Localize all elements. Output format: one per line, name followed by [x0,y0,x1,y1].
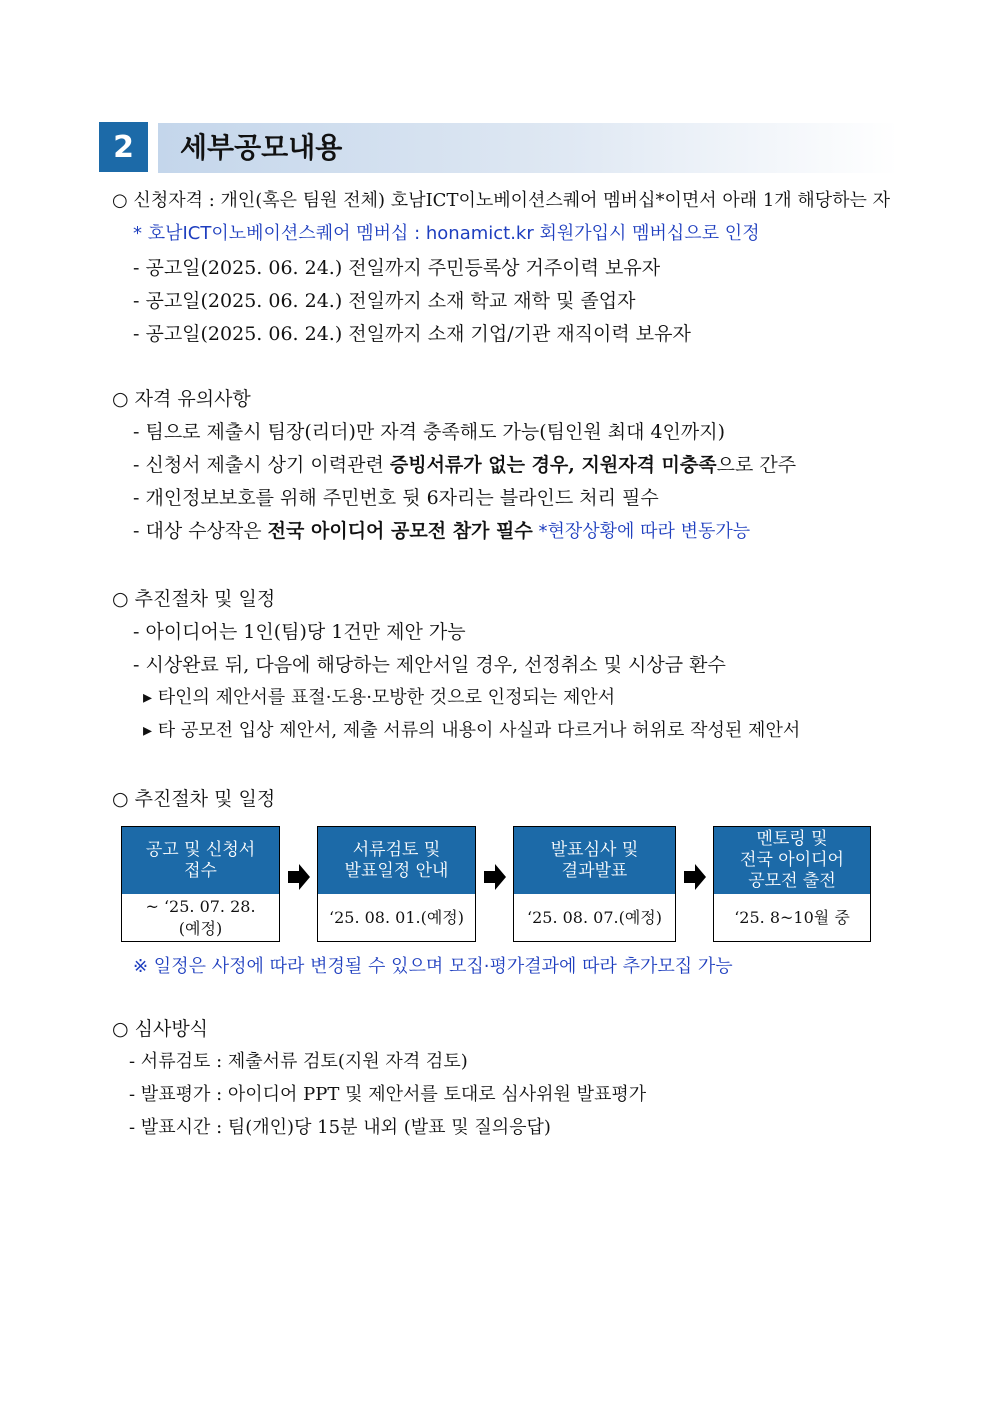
review-item: - 서류검토 : 제출서류 검토(지원 자격 검토) [129,1051,468,1072]
membership-note: * 호남ICT이노베이션스퀘어 멤버십 : honamict.kr 회원가입시 멤버십으로 인정 [133,223,760,244]
step-title: 서류검토 및 발표일정 안내 [318,827,475,894]
step-title: 멘토링 및 전국 아이디어 공모전 출전 [714,827,870,894]
eligibility-item: - 공고일(2025. 06. 24.) 전일까지 소재 학교 재학 및 졸업자 [133,290,636,312]
caution-item: - 신청서 제출시 상기 이력관련 증빙서류가 없는 경우, 지원자격 미충족으로 간주 [133,454,797,476]
eligibility-item: - 공고일(2025. 06. 24.) 전일까지 소재 기업/기관 재직이력 보유자 [133,323,691,345]
step-date: ‘25. 08. 07.(예정) [527,908,662,927]
step-date: ‘25. 8~10월 중 [734,908,850,927]
schedule-heading: ○ 추진절차 및 일정 [112,788,276,810]
arrow-right-icon [484,864,506,890]
schedule-note: ※ 일정은 사정에 따라 변경될 수 있으며 모집·평가결과에 따라 추가모집 가능 [133,956,733,977]
caution-blue-note: *현장상황에 따라 변동가능 [532,521,751,542]
caution-item: - 대상 수상작은 전국 아이디어 공모전 참가 필수 *현장상황에 따라 변동가능 [133,520,751,542]
schedule-step-1 [121,826,280,942]
eligibility-heading: ○ 신청자격 : 개인(혹은 팀원 전체) 호남ICT이노베이션스퀘어 멤버십*이면서 아래 1개 해당하는 자 [112,190,891,211]
review-heading: ○ 심사방식 [112,1018,209,1040]
procedure-item: - 아이디어는 1인(팀)당 1건만 제안 가능 [133,621,466,643]
procedure-heading: ○ 추진절차 및 일정 [112,588,276,610]
schedule-step-4 [713,826,871,942]
eligibility-item: - 공고일(2025. 06. 24.) 전일까지 주민등록상 거주이력 보유자 [133,257,661,279]
review-item: - 발표시간 : 팀(개인)당 15분 내외 (발표 및 질의응답) [129,1117,551,1138]
section-number: 2 [99,122,148,172]
procedure-item: - 시상완료 뒤, 다음에 해당하는 제안서일 경우, 선정취소 및 시상금 환수 [133,654,726,676]
procedure-sub-item: ▸ 타인의 제안서를 표절·도용·모방한 것으로 인정되는 제안서 [143,687,616,708]
step-date: ‘25. 08. 01.(예정) [329,908,464,927]
caution-item: - 팀으로 제출시 팀장(리더)만 자격 충족해도 가능(팀인원 최대 4인까지) [133,421,726,443]
schedule-step-2 [317,826,476,942]
caution-bold-text: 증빙서류가 없는 경우, 지원자격 미충족 [389,454,717,476]
review-item: - 발표평가 : 아이디어 PPT 및 제안서를 토대로 심사위원 발표평가 [129,1084,647,1105]
section-title: 세부공모내용 [180,131,343,164]
arrow-right-icon [684,864,706,890]
procedure-sub-item: ▸ 타 공모전 입상 제안서, 제출 서류의 내용이 사실과 다르거나 허위로 작성된 제안서 [143,720,801,741]
caution-item: - 개인정보보호를 위해 주민번호 뒷 6자리는 블라인드 처리 필수 [133,487,659,509]
step-title: 공고 및 신청서 접수 [122,827,279,894]
arrow-right-icon [288,864,310,890]
step-title: 발표심사 및 결과발표 [514,827,675,894]
caution-bold-text: 전국 아이디어 공모전 참가 필수 [267,520,533,542]
schedule-step-3 [513,826,676,942]
cautions-heading: ○ 자격 유의사항 [112,388,251,410]
step-date: ~ ‘25. 07. 28. (예정) [145,897,256,938]
